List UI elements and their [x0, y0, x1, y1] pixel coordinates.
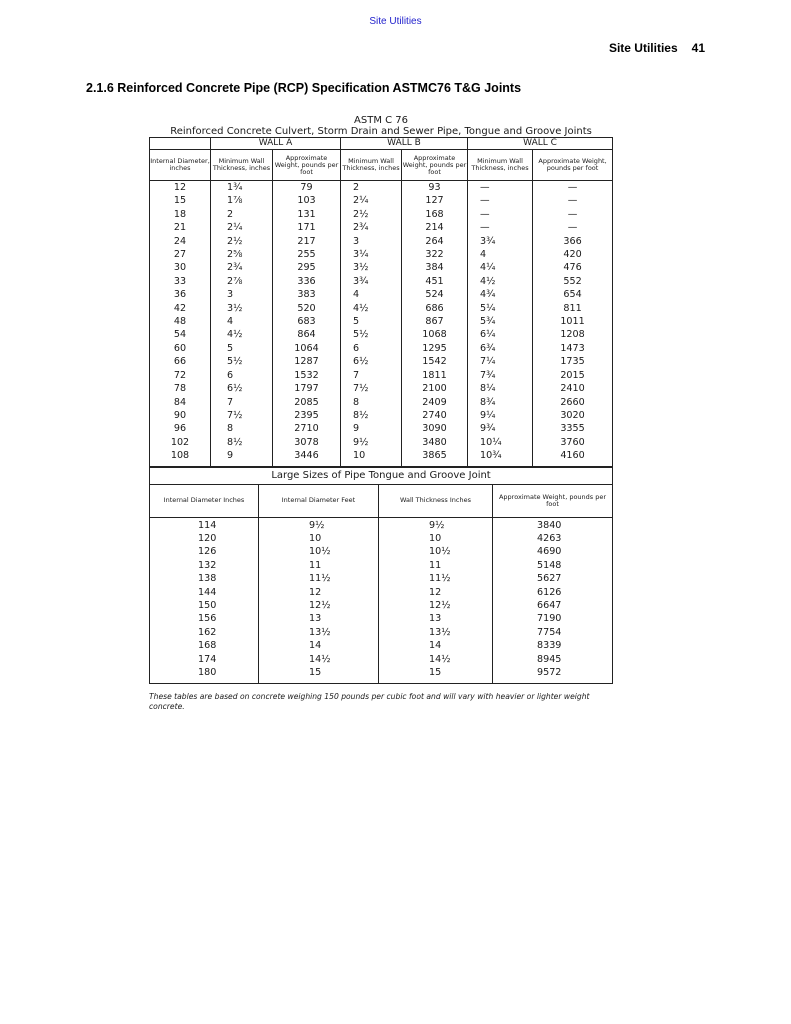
table-cell: 654 — [533, 288, 613, 301]
table-cell: 4¼ — [468, 261, 533, 274]
table-cell: 3 — [211, 288, 273, 301]
column-header: Approximate Weight, pounds per foot — [493, 484, 613, 517]
table-row — [150, 599, 613, 612]
table-cell: 90 — [150, 409, 211, 422]
table-cell: 10 — [379, 532, 493, 545]
table-cell: 9 — [211, 449, 273, 466]
table-cell: 11 — [259, 559, 379, 572]
table-cell: 9½ — [379, 517, 493, 532]
table-cell: 3446 — [273, 449, 341, 466]
table-cell: 30 — [150, 261, 211, 274]
table-row — [150, 194, 613, 207]
table-cell: 131 — [273, 208, 341, 221]
table-cell: 7¾ — [468, 369, 533, 382]
table-cell: 1011 — [533, 315, 613, 328]
wall-spacer — [150, 138, 211, 150]
table-cell: 2½ — [211, 235, 273, 248]
table-cell: 3480 — [402, 436, 468, 449]
table-cell: 11½ — [379, 572, 493, 585]
table-cell: 3¼ — [341, 248, 402, 261]
table-cell: 13 — [379, 612, 493, 625]
table-cell: 48 — [150, 315, 211, 328]
table-cell: 127 — [402, 194, 468, 207]
table-cell: 8¼ — [468, 382, 533, 395]
running-title: Site Utilities — [608, 41, 678, 55]
table-cell: 1532 — [273, 369, 341, 382]
wall-a-label: WALL A — [211, 138, 341, 150]
table-cell: 4½ — [211, 328, 273, 341]
table-cell: 384 — [402, 261, 468, 274]
column-header: Internal Diameter, inches — [150, 150, 211, 181]
table-cell: 15 — [150, 194, 211, 207]
table-cell: 2 — [341, 181, 402, 195]
table-cell: 264 — [402, 235, 468, 248]
table-cell: 96 — [150, 422, 211, 435]
large-sizes-caption: Large Sizes of Pipe Tongue and Groove Joint — [150, 467, 613, 484]
table-cell: 2¼ — [341, 194, 402, 207]
table-row — [150, 422, 613, 435]
table-cell: 13 — [259, 612, 379, 625]
table-cell: 7¼ — [468, 355, 533, 368]
table-row — [150, 382, 613, 395]
table-row — [150, 288, 613, 301]
table-row — [150, 315, 613, 328]
table-cell: 3020 — [533, 409, 613, 422]
table-cell: 9572 — [493, 666, 613, 684]
table-cell: 42 — [150, 302, 211, 315]
table-cell: 24 — [150, 235, 211, 248]
table-row — [150, 235, 613, 248]
table-cell: 12½ — [259, 599, 379, 612]
table-cell: 4263 — [493, 532, 613, 545]
table-caption: Reinforced Concrete Culvert, Storm Drain and Sewer Pipe, Tongue and Groove Joints — [150, 126, 613, 138]
table-cell: 13½ — [259, 626, 379, 639]
table-cell: 4 — [468, 248, 533, 261]
table-cell: 4690 — [493, 545, 613, 558]
table-cell: 867 — [402, 315, 468, 328]
section-title: 2.1.6 Reinforced Concrete Pipe (RCP) Specification ASTMC76 T&G Joints — [86, 81, 522, 95]
table-cell: 11½ — [259, 572, 379, 585]
table-cell: 79 — [273, 181, 341, 195]
table-cell: 7 — [211, 396, 273, 409]
table-row — [150, 639, 613, 652]
table-cell: 2100 — [402, 382, 468, 395]
table-cell: 2660 — [533, 396, 613, 409]
table-row — [150, 181, 613, 195]
table-cell: 2¼ — [211, 221, 273, 234]
table-cell: — — [533, 181, 613, 195]
wall-b-label: WALL B — [341, 138, 468, 150]
table-footnote: These tables are based on concrete weighing 150 pounds per cubic foot and will vary with heavier or lighter weight concrete. — [149, 692, 590, 712]
column-header: Minimum Wall Thickness, inches — [468, 150, 533, 181]
table-cell: 162 — [150, 626, 259, 639]
table-cell: 2410 — [533, 382, 613, 395]
table-row — [150, 653, 613, 666]
table-cell: 102 — [150, 436, 211, 449]
table-cell: 4160 — [533, 449, 613, 466]
table-row — [150, 355, 613, 368]
table-cell: 864 — [273, 328, 341, 341]
table-cell: 3865 — [402, 449, 468, 466]
table-cell: 10 — [259, 532, 379, 545]
table-cell: 451 — [402, 275, 468, 288]
table-cell: 686 — [402, 302, 468, 315]
table-cell: 8339 — [493, 639, 613, 652]
table-row — [150, 328, 613, 341]
table-cell: 1068 — [402, 328, 468, 341]
table-cell: 3840 — [493, 517, 613, 532]
table-row — [150, 586, 613, 599]
table-row — [150, 409, 613, 422]
table-cell: 156 — [150, 612, 259, 625]
table-cell: — — [468, 181, 533, 195]
table-cell: 3¾ — [468, 235, 533, 248]
table-cell: 7½ — [211, 409, 273, 422]
table-row — [150, 436, 613, 449]
table-cell: 93 — [402, 181, 468, 195]
table-cell: — — [533, 194, 613, 207]
column-header: Approximate Weight, pounds per foot — [402, 150, 468, 181]
table-cell: 8945 — [493, 653, 613, 666]
table-cell: 4 — [341, 288, 402, 301]
table-cell: 180 — [150, 666, 259, 684]
table-cell: — — [468, 208, 533, 221]
table-cell: 2085 — [273, 396, 341, 409]
table-cell: 33 — [150, 275, 211, 288]
table-cell: 11 — [379, 559, 493, 572]
table-cell: 4½ — [341, 302, 402, 315]
column-header: Approximate Weight, pounds per foot — [273, 150, 341, 181]
table-cell: 366 — [533, 235, 613, 248]
table-cell: 7190 — [493, 612, 613, 625]
table-cell: 12 — [259, 586, 379, 599]
table-cell: 4½ — [468, 275, 533, 288]
table-cell: 2⅝ — [211, 248, 273, 261]
table-cell: 7754 — [493, 626, 613, 639]
table-cell: 476 — [533, 261, 613, 274]
table-cell: 1064 — [273, 342, 341, 355]
table-cell: 1¾ — [211, 181, 273, 195]
table-cell: 9½ — [341, 436, 402, 449]
table-cell: 18 — [150, 208, 211, 221]
table-cell: 6 — [341, 342, 402, 355]
table-cell: 6 — [211, 369, 273, 382]
table-cell: 3½ — [341, 261, 402, 274]
running-header — [609, 41, 705, 55]
table-cell: 2710 — [273, 422, 341, 435]
table-row — [150, 559, 613, 572]
table-cell: 1⅞ — [211, 194, 273, 207]
table-cell: 3760 — [533, 436, 613, 449]
table-row — [150, 342, 613, 355]
table-cell: 9¼ — [468, 409, 533, 422]
rcp-spec-figure — [149, 113, 612, 712]
table-cell: 1797 — [273, 382, 341, 395]
table-cell: 84 — [150, 396, 211, 409]
table-cell: 322 — [402, 248, 468, 261]
table-cell: 7½ — [341, 382, 402, 395]
table-cell: 120 — [150, 532, 259, 545]
table-cell: 126 — [150, 545, 259, 558]
page-number: 41 — [691, 41, 705, 55]
table-cell: 108 — [150, 449, 211, 466]
table-cell: 12 — [379, 586, 493, 599]
table-cell: 420 — [533, 248, 613, 261]
table-cell: 10¼ — [468, 436, 533, 449]
table-cell: 103 — [273, 194, 341, 207]
table-cell: 5½ — [341, 328, 402, 341]
table-cell: 214 — [402, 221, 468, 234]
table-cell: 336 — [273, 275, 341, 288]
table-cell: 3½ — [211, 302, 273, 315]
table-cell: 5¾ — [468, 315, 533, 328]
table-cell: 5148 — [493, 559, 613, 572]
table-cell: 1208 — [533, 328, 613, 341]
table-cell: 12 — [150, 181, 211, 195]
table-cell: 5 — [211, 342, 273, 355]
table-cell: 15 — [259, 666, 379, 684]
table-cell: 1735 — [533, 355, 613, 368]
table-cell: 8 — [341, 396, 402, 409]
table-cell: 683 — [273, 315, 341, 328]
table-cell: 2 — [211, 208, 273, 221]
table-cell: 8 — [211, 422, 273, 435]
table-cell: 10¾ — [468, 449, 533, 466]
table-row — [150, 626, 613, 639]
table-cell: 12½ — [379, 599, 493, 612]
table-row — [150, 666, 613, 684]
large-sizes-table — [149, 467, 613, 685]
table-cell: 78 — [150, 382, 211, 395]
table-cell: 21 — [150, 221, 211, 234]
table-cell: 8½ — [211, 436, 273, 449]
table-cell: 2740 — [402, 409, 468, 422]
table-cell: 14½ — [259, 653, 379, 666]
wall-c-label: WALL C — [468, 138, 613, 150]
table-row — [150, 545, 613, 558]
table-cell: 2409 — [402, 396, 468, 409]
table-cell: 6½ — [211, 382, 273, 395]
table-cell: 174 — [150, 653, 259, 666]
column-header: Minimum Wall Thickness, inches — [211, 150, 273, 181]
table-cell: 150 — [150, 599, 259, 612]
table-cell: 4 — [211, 315, 273, 328]
table-cell: 6647 — [493, 599, 613, 612]
table-cell: 138 — [150, 572, 259, 585]
table-cell: 3355 — [533, 422, 613, 435]
table-cell: 15 — [379, 666, 493, 684]
table-cell: 3090 — [402, 422, 468, 435]
table-cell: 54 — [150, 328, 211, 341]
table-cell: 4¾ — [468, 288, 533, 301]
table-cell: 10½ — [379, 545, 493, 558]
table-cell: 168 — [150, 639, 259, 652]
astm-c76-table — [149, 113, 613, 467]
table-cell: 811 — [533, 302, 613, 315]
site-utilities-link[interactable]: Site Utilities — [369, 16, 422, 27]
table-cell: 27 — [150, 248, 211, 261]
table-standard: ASTM C 76 — [354, 115, 409, 126]
table-cell: 5½ — [211, 355, 273, 368]
table-cell: 3 — [341, 235, 402, 248]
table-row — [150, 517, 613, 532]
table-row — [150, 221, 613, 234]
table-cell: 1473 — [533, 342, 613, 355]
table-cell: 524 — [402, 288, 468, 301]
table-cell: 2¾ — [211, 261, 273, 274]
table-cell: — — [468, 221, 533, 234]
table-cell: 217 — [273, 235, 341, 248]
table-cell: — — [533, 208, 613, 221]
table-cell: 10 — [341, 449, 402, 466]
table-cell: 295 — [273, 261, 341, 274]
table-cell: 255 — [273, 248, 341, 261]
table-cell: 1287 — [273, 355, 341, 368]
table-cell: — — [533, 221, 613, 234]
column-header: Wall Thickness Inches — [379, 484, 493, 517]
table-cell: 1295 — [402, 342, 468, 355]
table-row — [150, 369, 613, 382]
table-cell: 2⅞ — [211, 275, 273, 288]
table-row — [150, 612, 613, 625]
table-cell: 8¾ — [468, 396, 533, 409]
table-cell: 10½ — [259, 545, 379, 558]
table-cell: 7 — [341, 369, 402, 382]
table-row — [150, 449, 613, 466]
table-cell: 13½ — [379, 626, 493, 639]
table-cell: 3078 — [273, 436, 341, 449]
table-cell: 36 — [150, 288, 211, 301]
column-header: Internal Diameter Feet — [259, 484, 379, 517]
table-cell: 168 — [402, 208, 468, 221]
table-cell: 1811 — [402, 369, 468, 382]
table-cell: 552 — [533, 275, 613, 288]
table-cell: 2015 — [533, 369, 613, 382]
column-header: Minimum Wall Thickness, inches — [341, 150, 402, 181]
table-row — [150, 208, 613, 221]
table-cell: 5¼ — [468, 302, 533, 315]
table-cell: 72 — [150, 369, 211, 382]
table-cell: 66 — [150, 355, 211, 368]
table-cell: 9¾ — [468, 422, 533, 435]
table-cell: 14½ — [379, 653, 493, 666]
table-cell: 114 — [150, 517, 259, 532]
table-cell: 8½ — [341, 409, 402, 422]
table-cell: 14 — [379, 639, 493, 652]
table-row — [150, 396, 613, 409]
table-cell: 2½ — [341, 208, 402, 221]
table-cell: 14 — [259, 639, 379, 652]
table-cell: 9½ — [259, 517, 379, 532]
table-row — [150, 261, 613, 274]
table-row — [150, 572, 613, 585]
table-cell: 2¾ — [341, 221, 402, 234]
table-cell: 383 — [273, 288, 341, 301]
table-cell: 6¾ — [468, 342, 533, 355]
table-row — [150, 248, 613, 261]
table-cell: 3¾ — [341, 275, 402, 288]
table-cell: — — [468, 194, 533, 207]
table-row — [150, 532, 613, 545]
column-header: Internal Diameter Inches — [150, 484, 259, 517]
table-cell: 1542 — [402, 355, 468, 368]
table-cell: 132 — [150, 559, 259, 572]
table-cell: 5 — [341, 315, 402, 328]
table-row — [150, 302, 613, 315]
table-cell: 171 — [273, 221, 341, 234]
table-cell: 5627 — [493, 572, 613, 585]
table-cell: 9 — [341, 422, 402, 435]
table-cell: 6¼ — [468, 328, 533, 341]
table-cell: 2395 — [273, 409, 341, 422]
table-row — [150, 275, 613, 288]
table-cell: 6126 — [493, 586, 613, 599]
table-cell: 6½ — [341, 355, 402, 368]
table-cell: 520 — [273, 302, 341, 315]
table-cell: 60 — [150, 342, 211, 355]
column-header: Approximate Weight, pounds per foot — [533, 150, 613, 181]
table-cell: 144 — [150, 586, 259, 599]
